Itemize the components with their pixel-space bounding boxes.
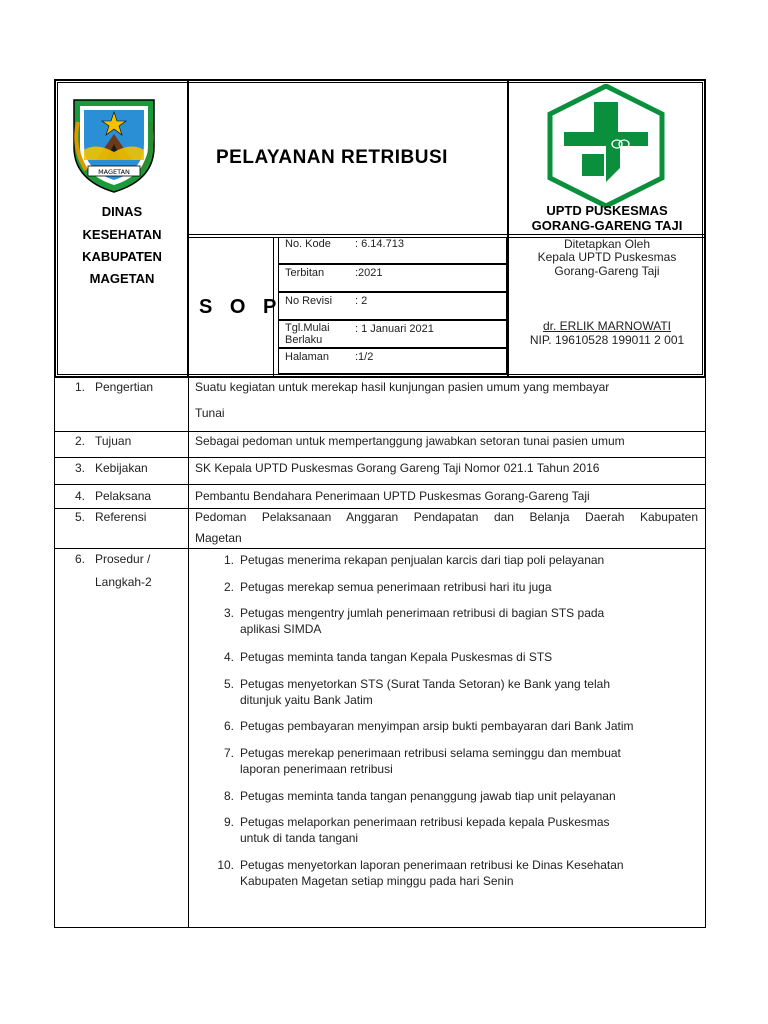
step-4 [216,649,686,665]
meta-label-tglmulai-1: Tgl.Mulai [285,322,330,334]
meta-label-halaman: Halaman [285,351,330,363]
step-5 [216,676,686,708]
meta-value-revisi: : 2 [355,295,368,307]
meta-value-tglmulai: : 1 Januari 2021 [355,323,434,335]
meta-label-kode: No. Kode [285,238,331,250]
org-line-1: UPTD PUSKESMAS [546,203,668,218]
step-number: 8. [223,789,234,803]
step-text: Petugas meminta tanda tangan penanggung jawab tiap unit pelayanan [240,789,616,803]
section-num-2: 2. [75,434,86,448]
row-divider-2 [54,457,706,458]
agency-line-1: DINAS [101,204,143,219]
section-label-1: Pengertian [95,380,154,394]
step-number: 4. [223,650,234,664]
document-title: PELAYANAN RETRIBUSI [216,147,448,168]
step-1 [216,552,686,568]
approval-line-3: Gorang-Gareng Taji [554,264,660,278]
section-num-5: 5. [75,510,86,524]
step-number: 3. [223,606,234,620]
section-text-5b: Magetan [195,531,242,545]
step-2 [216,579,686,595]
step-text-cont: laporan penerimaan retribusi [240,762,393,776]
section-label-6: Prosedur / [95,552,151,566]
step-text-cont: untuk di tanda tangani [240,831,359,845]
section-text-1a: Suatu kegiatan untuk merekap hasil kunjungan pasien umum yang membayar [195,380,610,394]
section-label-6b: Langkah-2 [95,575,152,589]
step-3 [216,605,686,637]
org-line-2: GORANG-GARENG TAJI [531,218,683,233]
meta-value-kode: : 6.14.713 [355,238,404,250]
header-title-divider [189,234,705,235]
meta-label-revisi: No Revisi [285,295,333,307]
step-8 [216,788,686,804]
step-number: 5. [223,677,234,691]
agency-line-2: KESEHATAN [82,227,162,242]
step-7 [216,745,686,777]
step-6 [216,718,686,734]
section-label-2: Tujuan [95,434,132,448]
meta-value-terbitan: :2021 [355,267,383,279]
row-divider-5 [54,548,706,549]
puskesmas-logo [542,84,670,208]
row-divider-3 [54,484,706,485]
section-text-3: SK Kepala UPTD Puskesmas Gorang Gareng Taji Nomor 021.1 Tahun 2016 [195,461,600,475]
section-label-5: Referensi [95,510,147,524]
step-text-cont: Kabupaten Magetan setiap minggu pada hari Senin [240,874,514,888]
step-text: Petugas menyetorkan STS (Surat Tanda Setoran) ke Bank yang telah [240,677,610,691]
meta-value-halaman: :1/2 [355,351,374,363]
step-text: Petugas mengentry jumlah penerimaan retribusi di bagian STS pada [240,606,605,620]
header-divider-left [187,79,189,378]
step-number: 6. [223,719,234,733]
agency-line-4: MAGETAN [89,271,155,286]
section-text-1b: Tunai [195,406,225,420]
section-text-2: Sebagai pedoman untuk mempertanggung jawabkan setoran tunai pasien umum [195,434,625,448]
section-text-5a: Pedoman Pelaksanaan Anggaran Pendapatan dan Belanja Daerah Kabupaten [195,510,698,524]
meta-label-terbitan: Terbitan [285,267,325,279]
section-label-3: Kebijakan [95,461,148,475]
step-text: Petugas meminta tanda tangan Kepala Puskesmas di STS [240,650,553,664]
section-num-1: 1. [75,380,86,394]
meta-label-tglmulai-2: Berlaku [285,334,323,346]
section-num-6: 6. [75,552,86,566]
step-text: Petugas pembayaran menyimpan arsip bukti pembayaran dari Bank Jatim [240,719,634,733]
step-number: 1. [223,553,234,567]
step-number: 7. [223,746,234,760]
section-num-3: 3. [75,461,86,475]
approver-name: dr. ERLIK MARNOWATI [542,319,671,333]
step-number: 9. [223,815,234,829]
step-number: 10. [217,858,234,872]
section-label-4: Pelaksana [95,489,152,503]
step-text-cont: ditunjuk yaitu Bank Jatim [240,693,373,707]
section-num-4: 4. [75,489,86,503]
step-number: 2. [223,580,234,594]
approval-line-2: Kepala UPTD Puskesmas [537,250,677,264]
approver-nip: NIP. 19610528 199011 2 001 [529,333,685,347]
agency-line-3: KABUPATEN [82,249,162,264]
approval-line-1: Ditetapkan Oleh [563,237,651,251]
svg-text:MAGETAN: MAGETAN [98,168,130,176]
step-text: Petugas merekap semua penerimaan retribusi hari itu juga [240,580,552,594]
step-text: Petugas menerima rekapan penjualan karcis dari tiap poli pelayanan [240,553,605,567]
step-text: Petugas merekap penerimaan retribusi selama seminggu dan membuat [240,746,621,760]
magetan-logo [66,92,162,194]
row-divider-4 [54,508,706,509]
row-divider-1 [54,431,706,432]
step-text: Petugas melaporkan penerimaan retribusi kepada kepala Puskesmas [240,815,610,829]
sop-label: S O P [199,296,283,318]
step-9 [216,814,686,846]
step-text: Petugas menyetorkan laporan penerimaan retribusi ke Dinas Kesehatan [240,858,624,872]
step-10 [216,857,686,889]
step-text-cont: aplikasi SIMDA [240,622,322,636]
section-text-4: Pembantu Bendahara Penerimaan UPTD Puskesmas Gorang-Gareng Taji [195,489,590,503]
body-column-divider [188,378,189,928]
header-divider-right [507,79,509,378]
